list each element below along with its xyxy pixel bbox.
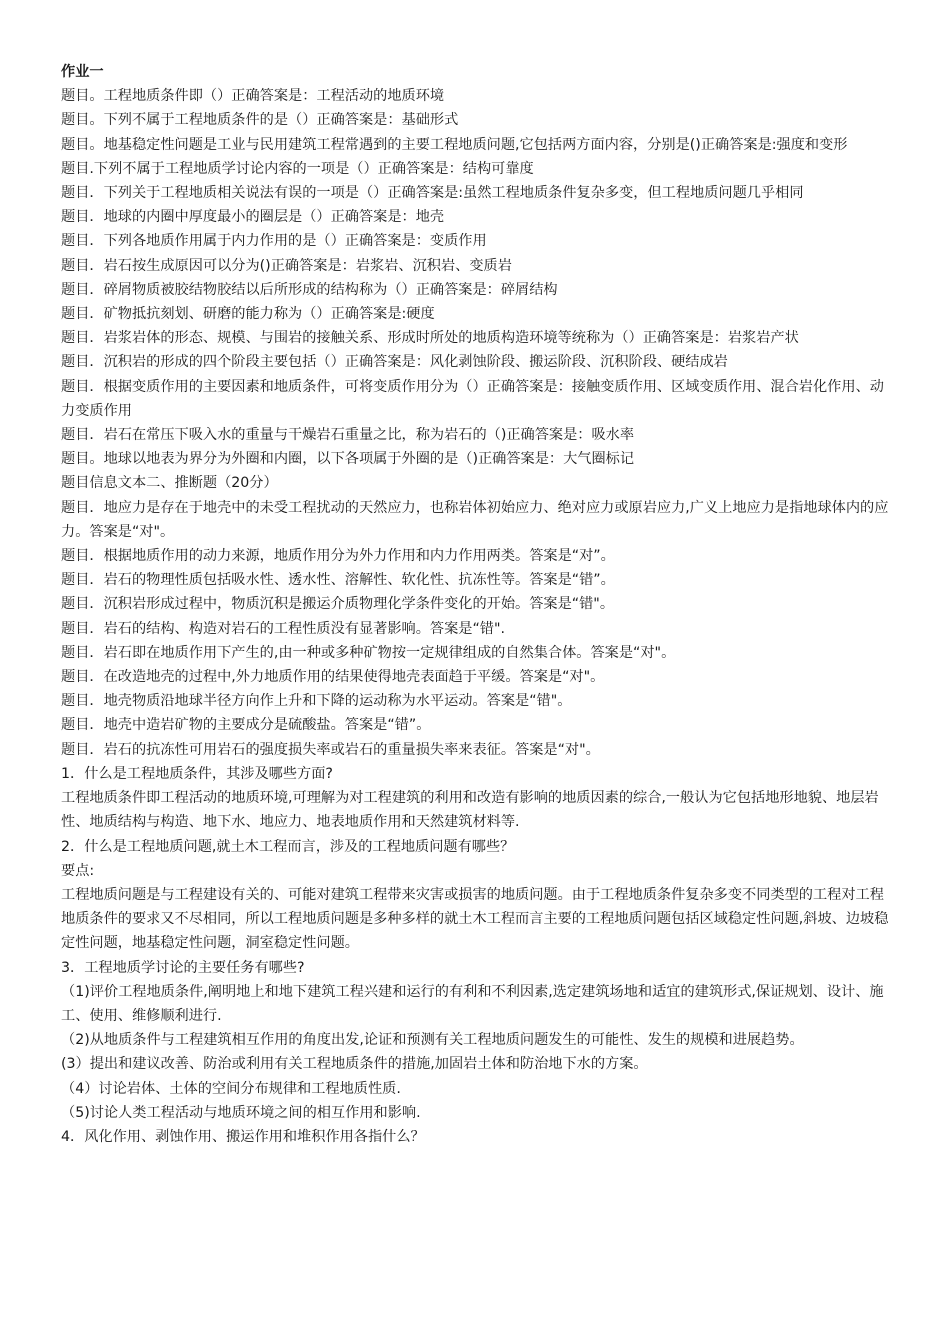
paragraph: 1．什么是工程地质条件，其涉及哪些方面? <box>61 765 333 782</box>
paragraph: 3．工程地质学讨论的主要任务有哪些? <box>61 959 305 976</box>
paragraph: 题目．下列各地质作用属于内力作用的是（）正确答案是：变质作用 <box>61 233 487 250</box>
paragraph: 题目。地基稳定性问题是工业与民用建筑工程常遇到的主要工程地质问题,它包括两方面内容，分别是()正确答案是:强度和变形 <box>61 136 848 153</box>
paragraph: （5)讨论人类工程活动与地质环境之间的相互作用和影响. <box>61 1104 421 1121</box>
paragraph: 工程地质问题是与工程建设有关的、可能对建筑工程带来灾害或损害的地质问题。由于工程地质条件复杂多变不同类型的工程对工程地质条件的要求又不尽相同，所以工程地质问题是多种多样的就土木工程而言主要的工程地质问题包括区域稳定性问题,斜坡、边坡稳定性问题，地基稳定性问题，洞室稳定性问题。 <box>61 886 889 952</box>
paragraph: （4）讨论岩体、土体的空间分布规律和工程地质性质. <box>61 1080 401 1097</box>
paragraph: 题目．地球的内圈中厚度最小的圈层是（）正确答案是：地壳 <box>61 209 445 226</box>
paragraph: 题目．沉积岩形成过程中，物质沉积是搬运介质物理化学条件变化的开始。答案是“错"。 <box>61 596 615 613</box>
paragraph: 题目。工程地质条件即（）正确答案是：工程活动的地质环境 <box>61 88 445 105</box>
paragraph: 题目．岩石按生成原因可以分为()正确答案是：岩浆岩、沉积岩、变质岩 <box>61 257 512 274</box>
paragraph: 题目．沉积岩的形成的四个阶段主要包括（）正确答案是：风化剥蚀阶段、搬运阶段、沉积阶段、硬结成岩 <box>61 354 728 371</box>
paragraph: (3）提出和建议改善、防治或利用有关工程地质条件的措施,加固岩土体和防治地下水的方案。 <box>61 1056 648 1073</box>
paragraph: 题目．下列关于工程地质相关说法有误的一项是（）正确答案是:虽然工程地质条件复杂多变，但工程地质问题几乎相同 <box>61 185 804 202</box>
paragraph: 题目．碎屑物质被胶结物胶结以后所形成的结构称为（）正确答案是：碎屑结构 <box>61 281 558 298</box>
paragraph: 题目.下列不属于工程地质学讨论内容的一项是（）正确答案是：结构可靠度 <box>61 160 534 177</box>
paragraph: 题目。地球以地表为界分为外圈和内圈，以下各项属于外圈的是（)正确答案是：大气圈标记 <box>61 451 635 468</box>
document-body <box>61 84 898 1149</box>
paragraph: （1)评价工程地质条件,阐明地上和地下建筑工程兴建和运行的有利和不利因素,选定建筑场地和适宜的建筑形式,保证规划、设计、施工、使用、维修顺利进行. <box>61 983 884 1024</box>
paragraph: 题目．矿物抵抗刻划、研磨的能力称为（）正确答案是:硬度 <box>61 306 435 323</box>
document-title: 作业一 <box>61 64 104 80</box>
paragraph: 题目。下列不属于工程地质条件的是（）正确答案是：基础形式 <box>61 112 459 129</box>
paragraph: （2)从地质条件与工程建筑相互作用的角度出发,论证和预测有关工程地质问题发生的可能性、发生的规模和进展趋势。 <box>61 1032 804 1049</box>
paragraph: 题目．岩石在常压下吸入水的重量与干燥岩石重量之比，称为岩石的（)正确答案是：吸水率 <box>61 427 635 444</box>
paragraph: 题目．地应力是存在于地壳中的未受工程扰动的天然应力，也称岩体初始应力、绝对应力或原岩应力,广义上地应力是指地球体内的应力。答案是“对"。 <box>61 499 889 540</box>
paragraph: 题目．根据变质作用的主要因素和地质条件，可将变质作用分为（）正确答案是：接触变质作用、区域变质作用、混合岩化作用、动力变质作用 <box>61 378 884 419</box>
paragraph: 题目．岩浆岩体的形态、规模、与围岩的接触关系、形成时所处的地质构造环境等统称为（）正确答案是：岩浆岩产状 <box>61 330 799 347</box>
paragraph: 题目．岩石即在地质作用下产生的,由一种或多种矿物按一定规律组成的自然集合体。答案是“对"。 <box>61 644 676 661</box>
paragraph: 题目．地壳物质沿地球半径方向作上升和下降的运动称为水平运动。答案是“错"。 <box>61 693 572 710</box>
paragraph: 题目．岩石的物理性质包括吸水性、透水性、溶解性、软化性、抗冻性等。答案是“错”。 <box>61 572 615 589</box>
paragraph: 题目．岩石的结构、构造对岩石的工程性质没有显著影响。答案是“错". <box>61 620 506 637</box>
paragraph: 题目信息文本二、推断题（20分） <box>61 475 278 492</box>
paragraph: 题目．地壳中造岩矿物的主要成分是硫酸盐。答案是“错”。 <box>61 717 431 734</box>
paragraph: 工程地质条件即工程活动的地质环境,可理解为对工程建筑的利用和改造有影响的地质因素的综合,一般认为它包括地形地貌、地层岩性、地质结构与构造、地下水、地应力、地表地质作用和天然建筑材料等. <box>61 790 879 831</box>
paragraph: 题目．根据地质作用的动力来源，地质作用分为外力作用和内力作用两类。答案是“对”。 <box>61 548 615 565</box>
paragraph: 2．什么是工程地质问题,就土木工程而言，涉及的工程地质问题有哪些？ <box>61 838 515 855</box>
paragraph: 题目．在改造地壳的过程中,外力地质作用的结果使得地壳表面趋于平缓。答案是“对"。 <box>61 669 605 686</box>
paragraph: 题目．岩石的抗冻性可用岩石的强度损失率或岩石的重量损失率来表征。答案是“对"。 <box>61 741 600 758</box>
paragraph: 要点: <box>61 862 95 879</box>
paragraph: 4．风化作用、剥蚀作用、搬运作用和堆积作用各指什么？ <box>61 1128 425 1145</box>
